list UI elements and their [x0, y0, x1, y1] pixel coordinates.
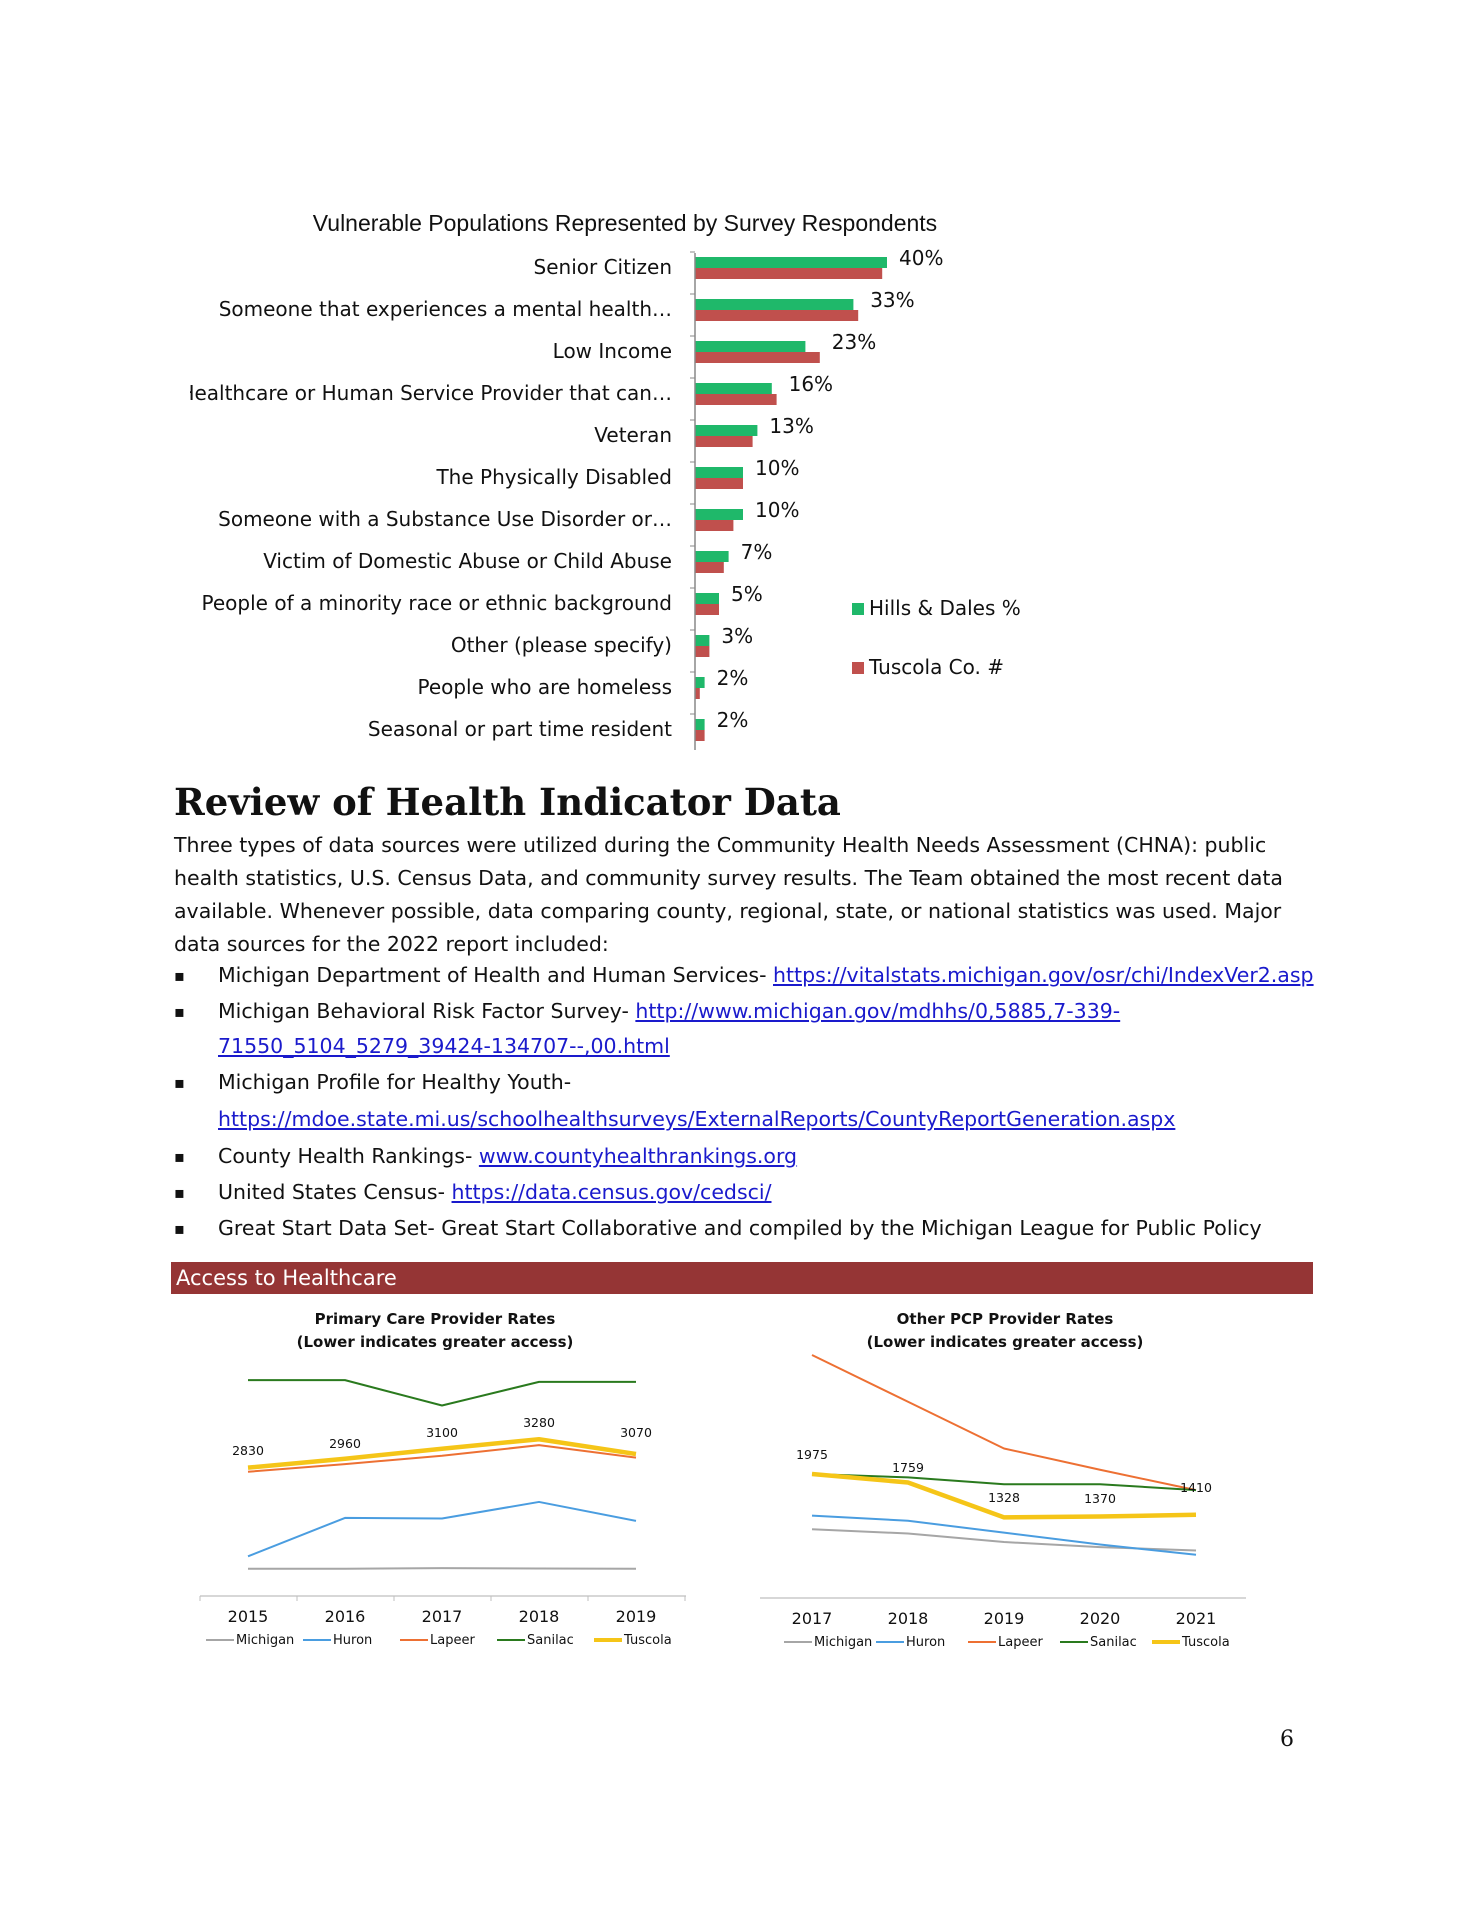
x-tick-label: 2016 — [324, 1607, 366, 1626]
intro-paragraph: Three types of data sources were utilized during the Community Health Needs Assessment (CHNA): public health statistics, U.S. Census Data, and community survey results. The Team obtained the most recent data available. Whenever possible, data comparing county, regional, state, or national statistics was used. Major data sources for the 2022 report included: — [174, 833, 1283, 956]
source-label: County Health Rankings- — [218, 1144, 479, 1168]
bar-tuscola — [695, 352, 820, 363]
line-chart-subtitle: (Lower indicates greater access) — [296, 1333, 574, 1351]
series-line-huron — [248, 1502, 636, 1556]
bar-hills-dales — [695, 341, 805, 352]
data-label: 3% — [721, 624, 754, 648]
data-label: 10% — [755, 498, 800, 522]
page-number: 6 — [1280, 1727, 1294, 1752]
bar-hills-dales — [695, 677, 705, 688]
data-label: 16% — [788, 372, 834, 396]
legend-item-lapeer — [400, 1633, 475, 1648]
bar-hills-dales — [695, 383, 772, 394]
category-label: Healthcare or Human Service Provider that can… — [190, 381, 672, 405]
x-tick-label: 2019 — [983, 1609, 1025, 1628]
line-chart-subtitle: (Lower indicates greater access) — [866, 1333, 1144, 1351]
data-label: 1759 — [892, 1460, 924, 1475]
data-label: 2960 — [329, 1436, 361, 1451]
category-label: People who are homeless — [417, 675, 672, 699]
bar-tuscola — [695, 604, 719, 615]
list-item — [174, 958, 1404, 993]
legend-label: Huron — [333, 1633, 373, 1648]
legend-swatch-hills-dales — [852, 603, 864, 615]
source-label: Michigan Profile for Healthy Youth- — [218, 1070, 572, 1094]
legend-item-tuscola — [1152, 1635, 1230, 1650]
legend-label: Michigan — [814, 1635, 873, 1650]
x-tick-label: 2019 — [615, 1607, 657, 1626]
bar-hills-dales — [695, 719, 705, 730]
data-label: 7% — [740, 540, 773, 564]
legend-label: Sanilac — [1090, 1635, 1137, 1650]
bar-hills-dales — [695, 551, 729, 562]
x-tick-label: 2017 — [421, 1607, 463, 1626]
x-tick-label: 2015 — [227, 1607, 269, 1626]
x-tick-label: 2018 — [518, 1607, 560, 1626]
data-label: 3070 — [620, 1425, 652, 1440]
data-label: 3280 — [523, 1415, 555, 1430]
bar-tuscola — [695, 478, 743, 489]
category-label: Someone with a Substance Use Disorder or… — [218, 507, 672, 531]
category-label: Someone that experiences a mental health… — [218, 297, 672, 321]
line-chart-title: Other PCP Provider Rates — [896, 1310, 1114, 1328]
legend-item-tuscola — [594, 1633, 672, 1648]
data-label: 33% — [870, 288, 915, 312]
data-label: 2830 — [232, 1443, 264, 1458]
legend-item-michigan — [206, 1633, 294, 1648]
series-line-sanilac — [248, 1380, 636, 1405]
list-item — [174, 1175, 1404, 1210]
source-label: Great Start Data Set- Great Start Collaborative and compiled by the Michigan League for Public Policy — [218, 1216, 1262, 1240]
x-tick-label: 2017 — [791, 1609, 833, 1628]
list-item — [174, 994, 1404, 1064]
bar-tuscola — [695, 310, 858, 321]
category-label: Seasonal or part time resident — [367, 717, 672, 741]
data-label: 13% — [769, 414, 814, 438]
data-sources-list — [174, 958, 1404, 1247]
x-tick-label: 2020 — [1079, 1609, 1121, 1628]
category-label: Other (please specify) — [450, 633, 672, 657]
legend-label-tuscola: Tuscola Co. # — [869, 655, 1004, 679]
legend-item-huron — [303, 1633, 372, 1648]
bar-tuscola — [695, 436, 753, 447]
bar-hills-dales — [695, 635, 709, 646]
category-label: Victim of Domestic Abuse or Child Abuse — [263, 549, 672, 573]
bar-tuscola — [695, 520, 733, 531]
source-label: Michigan Behavioral Risk Factor Survey- — [218, 999, 636, 1023]
category-label: Senior Citizen — [533, 255, 672, 279]
source-link[interactable]: www.countyhealthrankings.org — [478, 1144, 798, 1168]
data-label: 1328 — [988, 1490, 1020, 1505]
x-tick-label: 2018 — [887, 1609, 929, 1628]
data-label: 2% — [716, 666, 749, 690]
series-line-sanilac — [812, 1474, 1196, 1490]
source-link[interactable]: https://vitalstats.michigan.gov/osr/chi/IndexVer2.asp — [773, 963, 1314, 987]
bar-hills-dales — [695, 467, 743, 478]
series-line-michigan — [248, 1568, 636, 1569]
category-label: Low Income — [552, 339, 672, 363]
other-pcp-provider-chart — [760, 1298, 1260, 1658]
legend-label: Tuscola — [1182, 1635, 1230, 1650]
source-label: United States Census- — [218, 1180, 452, 1204]
bar-hills-dales — [695, 593, 719, 604]
series-line-tuscola — [248, 1439, 636, 1467]
vulnerable-populations-chart — [190, 205, 1070, 765]
category-label: People of a minority race or ethnic background — [201, 591, 672, 615]
bar-tuscola — [695, 268, 882, 279]
legend-label: Lapeer — [998, 1635, 1043, 1650]
data-label: 1410 — [1180, 1480, 1212, 1495]
legend-item-sanilac — [497, 1633, 574, 1648]
bar-hills-dales — [695, 257, 887, 268]
bar-hills-dales — [695, 299, 853, 310]
data-label: 40% — [899, 246, 944, 270]
list-item — [174, 1211, 1404, 1246]
x-tick-label: 2021 — [1175, 1609, 1217, 1628]
chart-title: Vulnerable Populations Represented by Survey Respondents — [312, 210, 938, 236]
series-line-huron — [812, 1516, 1196, 1555]
data-label: 1975 — [796, 1447, 828, 1462]
list-item — [174, 1139, 1404, 1174]
line-chart-title: Primary Care Provider Rates — [314, 1310, 556, 1328]
source-label: Michigan Department of Health and Human Services- — [218, 963, 773, 987]
chart-legend — [852, 596, 1021, 679]
source-link[interactable]: http://www.michigan.gov/mdhhs/0,5885,7-339- — [635, 999, 1121, 1023]
source-link[interactable]: https://data.census.gov/cedsci/ — [451, 1180, 772, 1204]
legend-item-sanilac — [1060, 1635, 1137, 1650]
source-link[interactable]: https://mdoe.state.mi.us/schoolhealthsurveys/ExternalReports/CountyReportGeneration.aspx — [218, 1107, 1176, 1131]
section-heading: Review of Health Indicator Data — [174, 780, 841, 824]
legend-label: Tuscola — [624, 1633, 672, 1648]
data-label: 3100 — [426, 1425, 458, 1440]
bar-tuscola — [695, 730, 705, 741]
data-label: 23% — [831, 330, 877, 354]
bar-tuscola — [695, 646, 709, 657]
category-label: The Physically Disabled — [436, 465, 672, 489]
data-label: 10% — [755, 456, 800, 480]
legend-label: Lapeer — [430, 1633, 475, 1648]
legend-item-lapeer — [968, 1635, 1043, 1650]
legend-label: Huron — [906, 1635, 946, 1650]
legend-swatch-tuscola — [852, 662, 864, 674]
data-label: 5% — [731, 582, 763, 606]
legend-item-huron — [876, 1635, 945, 1650]
data-label: 2% — [716, 708, 749, 732]
bar-hills-dales — [695, 425, 757, 436]
access-to-healthcare-banner: Access to Healthcare — [171, 1262, 1313, 1294]
bar-hills-dales — [695, 509, 743, 520]
legend-label-hills-dales: Hills & Dales % — [869, 596, 1021, 620]
bar-tuscola — [695, 394, 777, 405]
legend-item-michigan — [784, 1635, 872, 1650]
legend-label: Sanilac — [527, 1633, 574, 1648]
list-item — [174, 1065, 1404, 1138]
primary-care-provider-chart — [190, 1298, 700, 1658]
category-label: Veteran — [594, 423, 672, 447]
bar-tuscola — [695, 562, 724, 573]
series-line-lapeer — [812, 1355, 1196, 1490]
data-label: 1370 — [1084, 1491, 1116, 1506]
source-link-continued[interactable]: 71550_5104_5279_39424-134707--,00.html — [218, 1034, 670, 1058]
legend-label: Michigan — [236, 1633, 295, 1648]
